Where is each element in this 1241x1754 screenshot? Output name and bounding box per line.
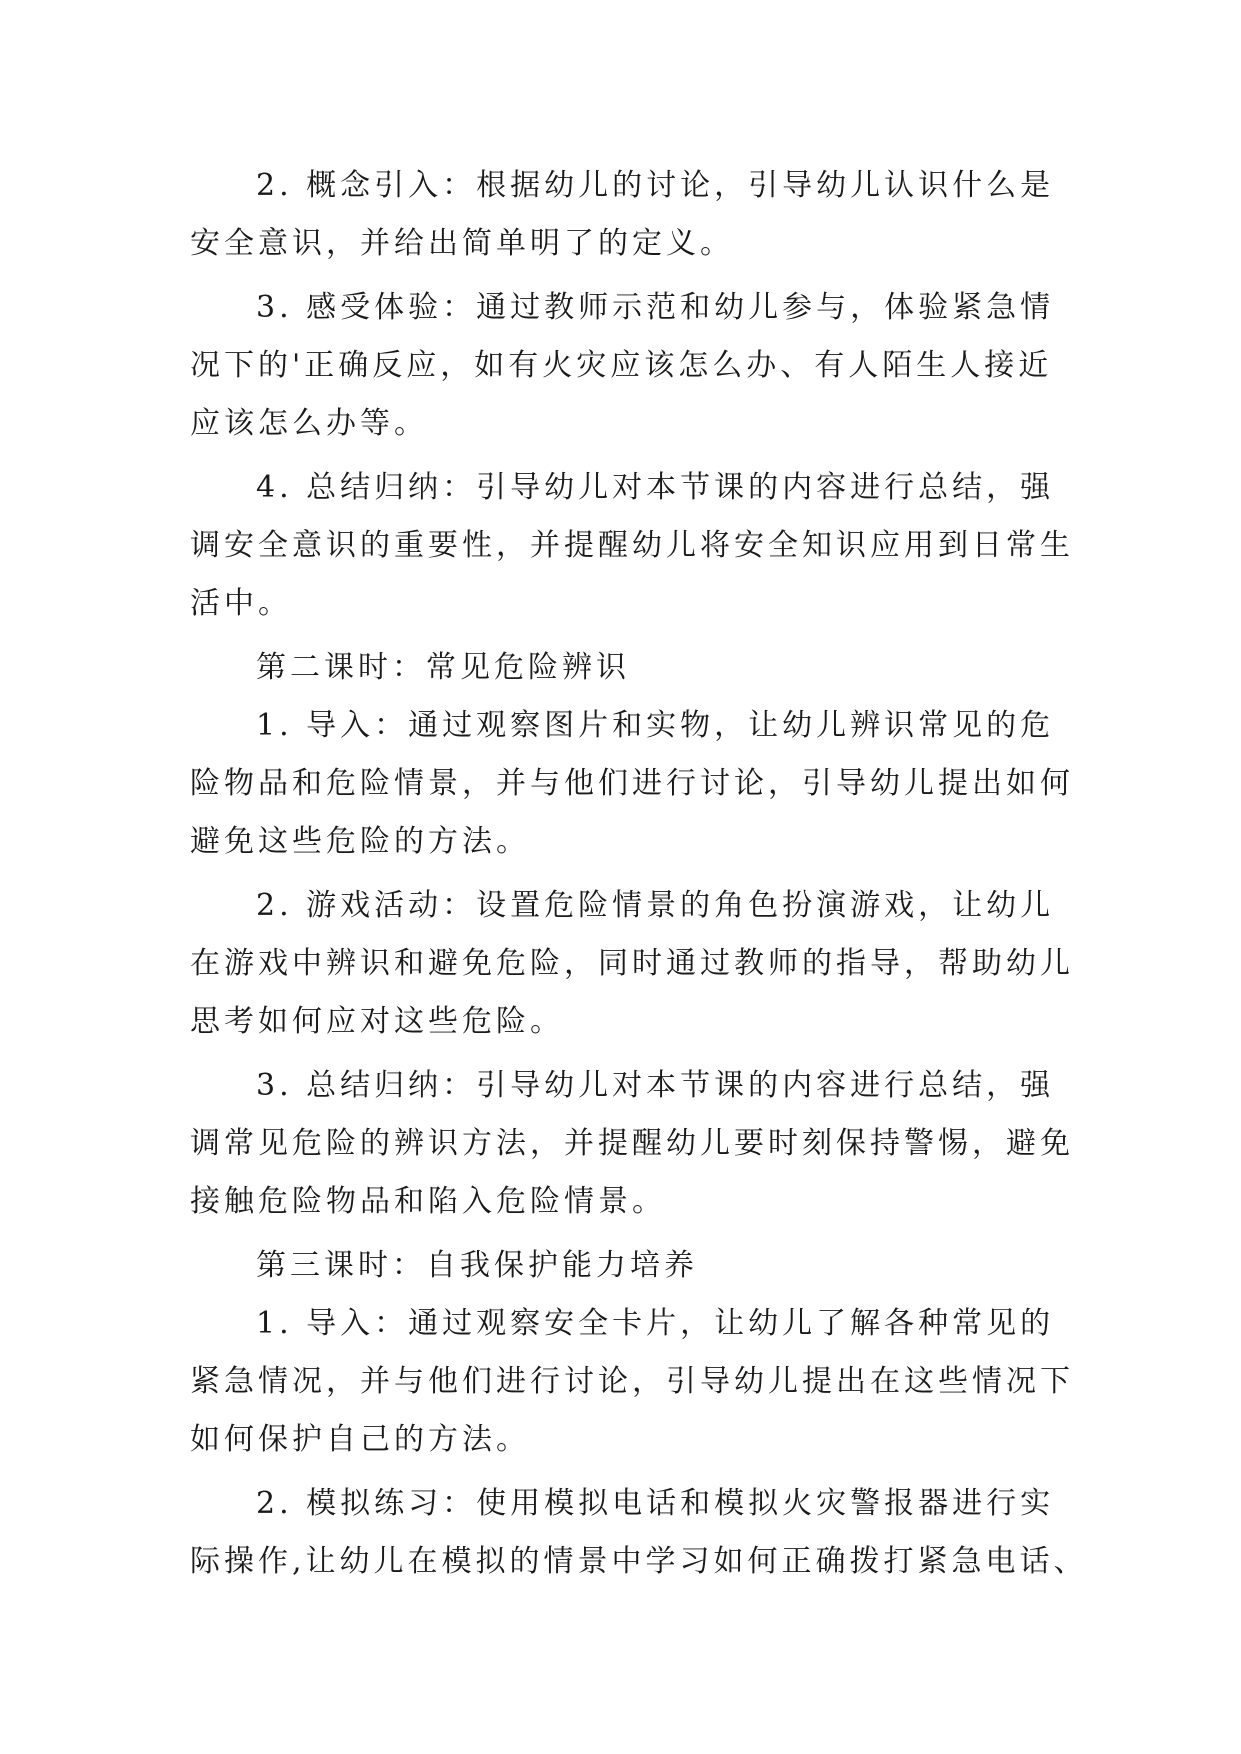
paragraph-line: 2. 概念引入：根据幼儿的讨论，引导幼儿认识什么是 — [256, 168, 1055, 203]
paragraph-line: 3. 感受体验：通过教师示范和幼儿参与，体验紧急情 — [256, 290, 1055, 325]
section-heading: 第二课时：常见危险辨识 — [256, 650, 630, 685]
paragraph-line: 在游戏中辨识和避免危险，同时通过教师的指导，帮助幼儿 — [190, 946, 1074, 981]
paragraph-line: 调安全意识的重要性，并提醒幼儿将安全知识应用到日常生 — [190, 528, 1074, 563]
paragraph-line: 1. 导入：通过观察图片和实物，让幼儿辨识常见的危 — [256, 708, 1055, 743]
paragraph-line: 思考如何应对这些危险。 — [190, 1004, 564, 1039]
paragraph-line: 4. 总结归纳：引导幼儿对本节课的内容进行总结，强 — [256, 470, 1055, 505]
paragraph-line: 险物品和危险情景，并与他们进行讨论，引导幼儿提出如何 — [190, 766, 1074, 801]
section-heading: 第三课时：自我保护能力培养 — [256, 1248, 698, 1283]
paragraph-line: 如何保护自己的方法。 — [190, 1422, 530, 1457]
paragraph-line: 紧急情况，并与他们进行讨论，引导幼儿提出在这些情况下 — [190, 1364, 1074, 1399]
paragraph-line: 接触危险物品和陷入危险情景。 — [190, 1184, 666, 1219]
paragraph-line: 1. 导入：通过观察安全卡片，让幼儿了解各种常见的 — [256, 1306, 1055, 1341]
paragraph-line: 况下的'正确反应，如有火灾应该怎么办、有人陌生人接近 — [190, 348, 1053, 383]
paragraph-line: 调常见危险的辨识方法，并提醒幼儿要时刻保持警惕，避免 — [190, 1126, 1074, 1161]
paragraph-line: 安全意识，并给出简单明了的定义。 — [190, 226, 734, 261]
paragraph-line: 2. 游戏活动：设置危险情景的角色扮演游戏，让幼儿 — [256, 888, 1055, 923]
paragraph-line: 避免这些危险的方法。 — [190, 824, 530, 859]
paragraph-line: 活中。 — [190, 586, 292, 621]
paragraph-line: 3. 总结归纳：引导幼儿对本节课的内容进行总结，强 — [256, 1068, 1055, 1103]
paragraph-line: 应该怎么办等。 — [190, 406, 428, 441]
document-body — [190, 157, 1088, 1591]
paragraph-line: 际操作,让幼儿在模拟的情景中学习如何正确拨打紧急电话、 — [190, 1544, 1088, 1579]
paragraph-line: 2. 模拟练习：使用模拟电话和模拟火灾警报器进行实 — [256, 1486, 1055, 1521]
